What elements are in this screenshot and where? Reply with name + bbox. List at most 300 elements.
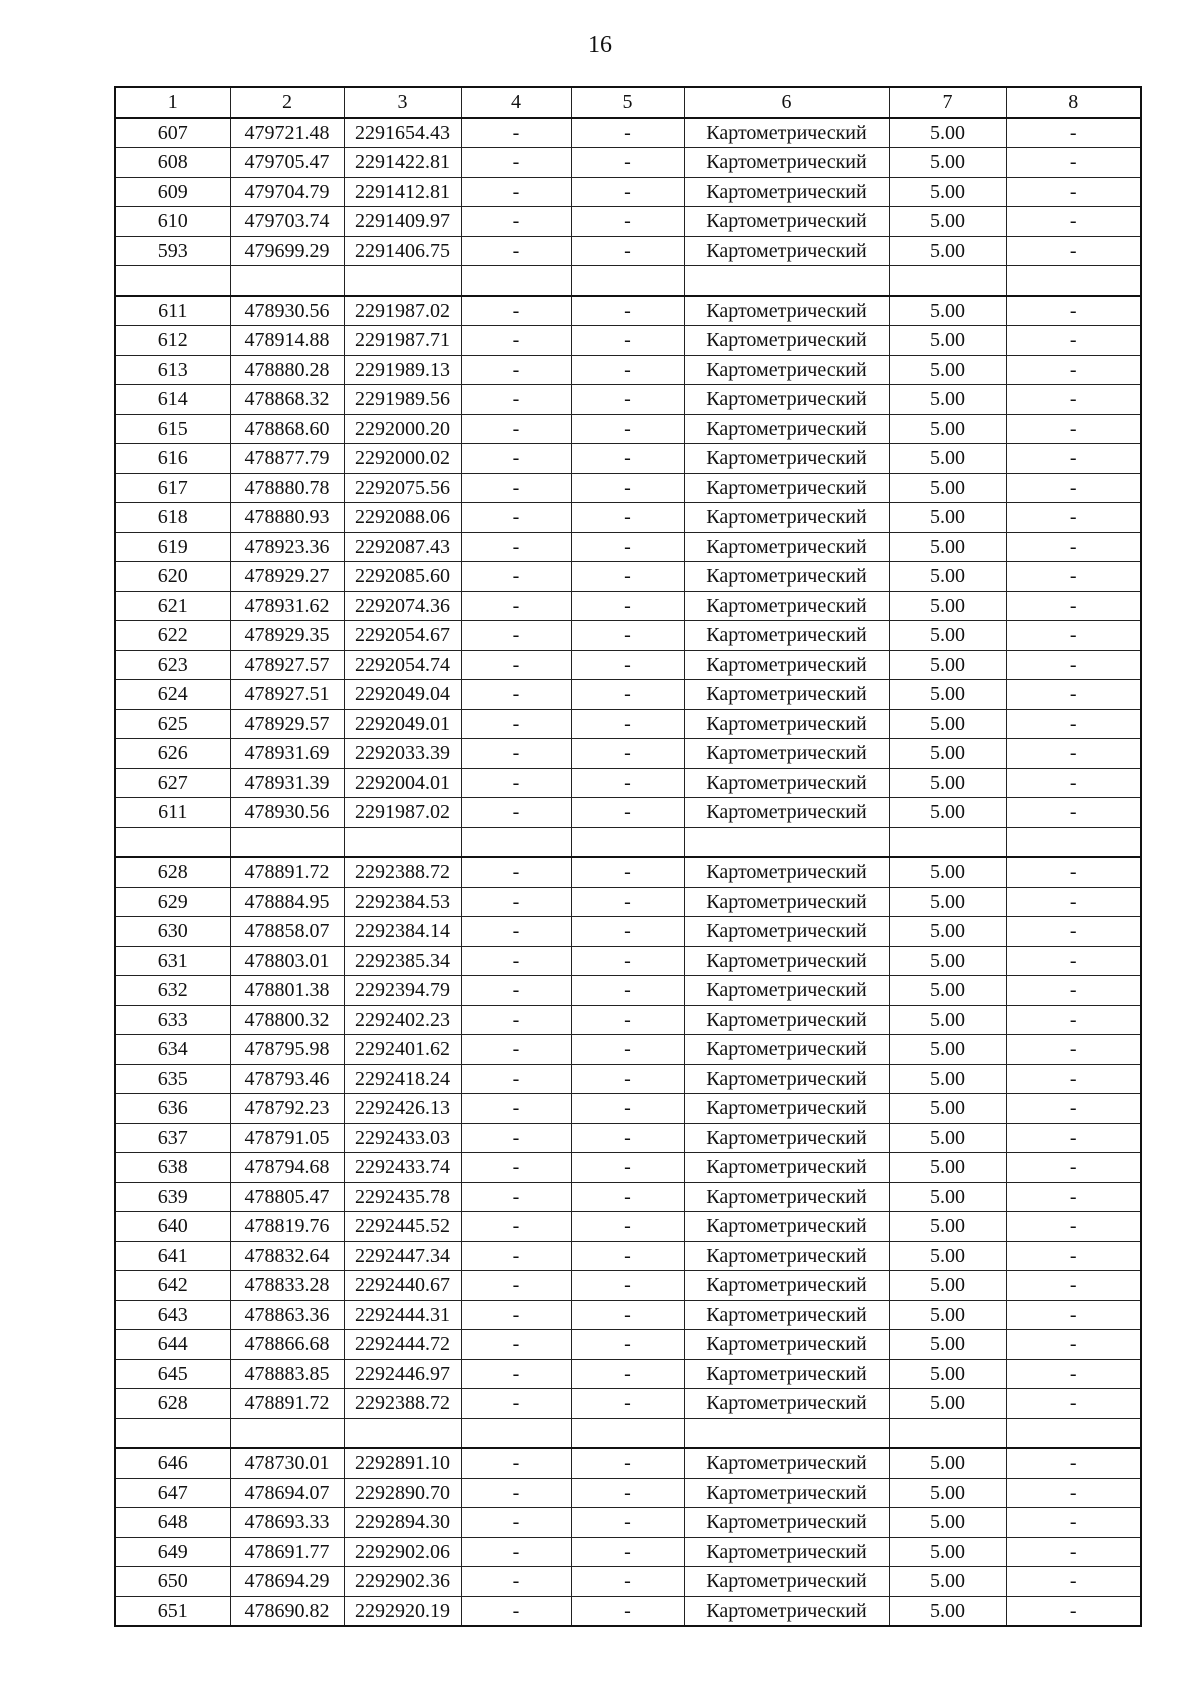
header-cell-2: 2 [230, 87, 344, 118]
col-8-cell: - [1006, 1330, 1141, 1360]
point-number-cell: 615 [115, 414, 230, 444]
method-cell: Картометрический [684, 1035, 889, 1065]
method-cell: Картометрический [684, 621, 889, 651]
method-cell: Картометрический [684, 768, 889, 798]
col-5-cell: - [571, 1153, 684, 1183]
col-4-cell [461, 1418, 571, 1448]
x-coordinate-cell: 478801.38 [230, 976, 344, 1006]
accuracy-cell: 5.00 [889, 355, 1006, 385]
table-row [115, 532, 1141, 562]
col-5-cell: - [571, 326, 684, 356]
col-5-cell: - [571, 1567, 684, 1597]
col-4-cell: - [461, 1035, 571, 1065]
table-row [115, 1035, 1141, 1065]
table-row [115, 207, 1141, 237]
col-5-cell: - [571, 236, 684, 266]
col-4-cell: - [461, 1448, 571, 1478]
col-8-cell: - [1006, 1212, 1141, 1242]
col-5-cell: - [571, 1448, 684, 1478]
method-cell: Картометрический [684, 1330, 889, 1360]
col-8-cell: - [1006, 1300, 1141, 1330]
col-5-cell: - [571, 739, 684, 769]
method-cell: Картометрический [684, 798, 889, 828]
point-number-cell: 642 [115, 1271, 230, 1301]
method-cell: Картометрический [684, 236, 889, 266]
y-coordinate-cell: 2292890.70 [344, 1478, 461, 1508]
y-coordinate-cell: 2292445.52 [344, 1212, 461, 1242]
method-cell: Картометрический [684, 1478, 889, 1508]
col-8-cell: - [1006, 1064, 1141, 1094]
x-coordinate-cell: 478792.23 [230, 1094, 344, 1124]
separator-row [115, 1418, 1141, 1448]
x-coordinate-cell [230, 266, 344, 296]
col-4-cell: - [461, 768, 571, 798]
col-5-cell: - [571, 1537, 684, 1567]
method-cell: Картометрический [684, 1596, 889, 1626]
method-cell: Картометрический [684, 1182, 889, 1212]
col-5-cell: - [571, 177, 684, 207]
table-row [115, 739, 1141, 769]
accuracy-cell: 5.00 [889, 1508, 1006, 1538]
table-row [115, 591, 1141, 621]
table-row [115, 976, 1141, 1006]
col-5-cell: - [571, 680, 684, 710]
col-5-cell: - [571, 118, 684, 148]
accuracy-cell: 5.00 [889, 207, 1006, 237]
point-number-cell: 626 [115, 739, 230, 769]
accuracy-cell: 5.00 [889, 1094, 1006, 1124]
col-8-cell: - [1006, 1508, 1141, 1538]
table-row [115, 1271, 1141, 1301]
point-number-cell: 641 [115, 1241, 230, 1271]
col-4-cell: - [461, 650, 571, 680]
col-4-cell: - [461, 562, 571, 592]
col-4-cell: - [461, 1567, 571, 1597]
coordinates-table [114, 86, 1142, 1627]
accuracy-cell: 5.00 [889, 1153, 1006, 1183]
x-coordinate-cell: 478880.93 [230, 503, 344, 533]
col-4-cell: - [461, 148, 571, 178]
y-coordinate-cell: 2292433.03 [344, 1123, 461, 1153]
method-cell: Картометрический [684, 1241, 889, 1271]
col-4-cell: - [461, 444, 571, 474]
col-5-cell: - [571, 1123, 684, 1153]
method-cell [684, 1418, 889, 1448]
table-row [115, 1064, 1141, 1094]
y-coordinate-cell: 2292000.02 [344, 444, 461, 474]
accuracy-cell: 5.00 [889, 1035, 1006, 1065]
method-cell: Картометрический [684, 650, 889, 680]
x-coordinate-cell: 478795.98 [230, 1035, 344, 1065]
y-coordinate-cell: 2292388.72 [344, 857, 461, 887]
x-coordinate-cell: 478930.56 [230, 296, 344, 326]
x-coordinate-cell: 478929.27 [230, 562, 344, 592]
col-5-cell: - [571, 591, 684, 621]
y-coordinate-cell: 2291987.71 [344, 326, 461, 356]
point-number-cell: 637 [115, 1123, 230, 1153]
col-8-cell: - [1006, 148, 1141, 178]
table-header-row [115, 87, 1141, 118]
point-number-cell: 640 [115, 1212, 230, 1242]
col-4-cell: - [461, 857, 571, 887]
y-coordinate-cell: 2292902.06 [344, 1537, 461, 1567]
x-coordinate-cell: 478833.28 [230, 1271, 344, 1301]
col-5-cell [571, 266, 684, 296]
col-8-cell: - [1006, 1123, 1141, 1153]
header-cell-8: 8 [1006, 87, 1141, 118]
y-coordinate-cell: 2292033.39 [344, 739, 461, 769]
col-8-cell: - [1006, 296, 1141, 326]
col-5-cell: - [571, 1389, 684, 1419]
accuracy-cell: 5.00 [889, 1448, 1006, 1478]
col-4-cell: - [461, 1300, 571, 1330]
y-coordinate-cell: 2292087.43 [344, 532, 461, 562]
table-row [115, 1596, 1141, 1626]
point-number-cell: 625 [115, 709, 230, 739]
point-number-cell: 643 [115, 1300, 230, 1330]
method-cell: Картометрический [684, 1094, 889, 1124]
header-cell-6: 6 [684, 87, 889, 118]
col-5-cell: - [571, 296, 684, 326]
col-8-cell: - [1006, 1153, 1141, 1183]
accuracy-cell: 5.00 [889, 1537, 1006, 1567]
col-8-cell: - [1006, 887, 1141, 917]
accuracy-cell: 5.00 [889, 1123, 1006, 1153]
method-cell: Картометрический [684, 709, 889, 739]
table-row [115, 355, 1141, 385]
x-coordinate-cell: 478858.07 [230, 917, 344, 947]
col-5-cell: - [571, 976, 684, 1006]
col-4-cell: - [461, 1330, 571, 1360]
point-number-cell: 648 [115, 1508, 230, 1538]
col-5-cell: - [571, 946, 684, 976]
x-coordinate-cell: 478877.79 [230, 444, 344, 474]
col-8-cell: - [1006, 680, 1141, 710]
col-5-cell: - [571, 1508, 684, 1538]
accuracy-cell: 5.00 [889, 1478, 1006, 1508]
y-coordinate-cell: 2292384.14 [344, 917, 461, 947]
x-coordinate-cell: 478930.56 [230, 798, 344, 828]
table-row [115, 1005, 1141, 1035]
col-8-cell [1006, 1418, 1141, 1448]
col-4-cell: - [461, 503, 571, 533]
col-5-cell: - [571, 385, 684, 415]
col-8-cell: - [1006, 385, 1141, 415]
point-number-cell [115, 266, 230, 296]
method-cell: Картометрический [684, 857, 889, 887]
col-8-cell: - [1006, 1478, 1141, 1508]
col-8-cell: - [1006, 1271, 1141, 1301]
x-coordinate-cell: 478730.01 [230, 1448, 344, 1478]
accuracy-cell: 5.00 [889, 1271, 1006, 1301]
table-row [115, 709, 1141, 739]
col-8-cell: - [1006, 532, 1141, 562]
accuracy-cell: 5.00 [889, 1212, 1006, 1242]
x-coordinate-cell: 479703.74 [230, 207, 344, 237]
table-row [115, 768, 1141, 798]
col-8-cell: - [1006, 798, 1141, 828]
col-5-cell: - [571, 355, 684, 385]
table-row [115, 1330, 1141, 1360]
y-coordinate-cell: 2291989.56 [344, 385, 461, 415]
point-number-cell: 622 [115, 621, 230, 651]
separator-row [115, 266, 1141, 296]
col-5-cell: - [571, 444, 684, 474]
col-8-cell: - [1006, 207, 1141, 237]
col-4-cell: - [461, 177, 571, 207]
x-coordinate-cell: 478819.76 [230, 1212, 344, 1242]
col-4-cell: - [461, 621, 571, 651]
x-coordinate-cell: 478891.72 [230, 857, 344, 887]
y-coordinate-cell: 2291406.75 [344, 236, 461, 266]
y-coordinate-cell: 2292049.01 [344, 709, 461, 739]
method-cell: Картометрический [684, 207, 889, 237]
x-coordinate-cell: 479699.29 [230, 236, 344, 266]
col-4-cell: - [461, 414, 571, 444]
col-8-cell: - [1006, 1094, 1141, 1124]
x-coordinate-cell: 478805.47 [230, 1182, 344, 1212]
point-number-cell: 646 [115, 1448, 230, 1478]
method-cell: Картометрический [684, 1153, 889, 1183]
point-number-cell: 607 [115, 118, 230, 148]
col-5-cell: - [571, 1035, 684, 1065]
header-cell-1: 1 [115, 87, 230, 118]
table-row [115, 414, 1141, 444]
col-5-cell: - [571, 1064, 684, 1094]
y-coordinate-cell: 2292402.23 [344, 1005, 461, 1035]
col-8-cell: - [1006, 1035, 1141, 1065]
col-8-cell: - [1006, 1359, 1141, 1389]
col-8-cell: - [1006, 444, 1141, 474]
point-number-cell: 623 [115, 650, 230, 680]
y-coordinate-cell: 2292401.62 [344, 1035, 461, 1065]
x-coordinate-cell: 478863.36 [230, 1300, 344, 1330]
method-cell: Картометрический [684, 414, 889, 444]
table-row [115, 1508, 1141, 1538]
col-4-cell: - [461, 976, 571, 1006]
method-cell: Картометрический [684, 503, 889, 533]
accuracy-cell: 5.00 [889, 1005, 1006, 1035]
accuracy-cell: 5.00 [889, 1359, 1006, 1389]
col-8-cell: - [1006, 1389, 1141, 1419]
point-number-cell: 617 [115, 473, 230, 503]
col-4-cell: - [461, 1153, 571, 1183]
table-row [115, 177, 1141, 207]
point-number-cell: 620 [115, 562, 230, 592]
col-4-cell: - [461, 1389, 571, 1419]
col-4-cell: - [461, 1271, 571, 1301]
table-body [115, 87, 1141, 1626]
table-row [115, 326, 1141, 356]
table-row [115, 798, 1141, 828]
y-coordinate-cell: 2292435.78 [344, 1182, 461, 1212]
accuracy-cell: 5.00 [889, 473, 1006, 503]
table-row [115, 621, 1141, 651]
col-4-cell: - [461, 1241, 571, 1271]
table-row [115, 296, 1141, 326]
point-number-cell: 610 [115, 207, 230, 237]
col-4-cell: - [461, 946, 571, 976]
header-cell-7: 7 [889, 87, 1006, 118]
y-coordinate-cell: 2292054.74 [344, 650, 461, 680]
accuracy-cell: 5.00 [889, 887, 1006, 917]
col-5-cell: - [571, 473, 684, 503]
accuracy-cell: 5.00 [889, 562, 1006, 592]
table-row [115, 1094, 1141, 1124]
col-4-cell: - [461, 887, 571, 917]
table-row [115, 1241, 1141, 1271]
method-cell: Картометрический [684, 118, 889, 148]
x-coordinate-cell: 478691.77 [230, 1537, 344, 1567]
y-coordinate-cell: 2292384.53 [344, 887, 461, 917]
x-coordinate-cell: 478929.57 [230, 709, 344, 739]
table-row [115, 1478, 1141, 1508]
col-4-cell [461, 827, 571, 857]
y-coordinate-cell: 2292075.56 [344, 473, 461, 503]
accuracy-cell: 5.00 [889, 1567, 1006, 1597]
table-row [115, 650, 1141, 680]
y-coordinate-cell [344, 827, 461, 857]
col-5-cell: - [571, 532, 684, 562]
accuracy-cell: 5.00 [889, 177, 1006, 207]
col-8-cell: - [1006, 177, 1141, 207]
y-coordinate-cell: 2292394.79 [344, 976, 461, 1006]
y-coordinate-cell: 2292049.04 [344, 680, 461, 710]
col-8-cell: - [1006, 236, 1141, 266]
method-cell: Картометрический [684, 1389, 889, 1419]
method-cell: Картометрический [684, 1567, 889, 1597]
x-coordinate-cell: 478880.28 [230, 355, 344, 385]
col-5-cell: - [571, 1596, 684, 1626]
y-coordinate-cell: 2292444.72 [344, 1330, 461, 1360]
method-cell: Картометрический [684, 591, 889, 621]
col-8-cell: - [1006, 1005, 1141, 1035]
accuracy-cell: 5.00 [889, 798, 1006, 828]
accuracy-cell: 5.00 [889, 1389, 1006, 1419]
x-coordinate-cell: 478868.60 [230, 414, 344, 444]
col-5-cell [571, 827, 684, 857]
method-cell: Картометрический [684, 1064, 889, 1094]
x-coordinate-cell: 479705.47 [230, 148, 344, 178]
method-cell: Картометрический [684, 946, 889, 976]
col-5-cell: - [571, 148, 684, 178]
col-4-cell: - [461, 355, 571, 385]
x-coordinate-cell: 479704.79 [230, 177, 344, 207]
col-5-cell [571, 1418, 684, 1448]
table-row [115, 1537, 1141, 1567]
header-cell-4: 4 [461, 87, 571, 118]
point-number-cell: 639 [115, 1182, 230, 1212]
y-coordinate-cell: 2292004.01 [344, 768, 461, 798]
y-coordinate-cell: 2291989.13 [344, 355, 461, 385]
x-coordinate-cell: 478694.29 [230, 1567, 344, 1597]
col-5-cell: - [571, 1212, 684, 1242]
point-number-cell: 621 [115, 591, 230, 621]
col-4-cell: - [461, 1596, 571, 1626]
table-row [115, 680, 1141, 710]
col-8-cell: - [1006, 1537, 1141, 1567]
accuracy-cell [889, 1418, 1006, 1448]
point-number-cell: 628 [115, 857, 230, 887]
accuracy-cell: 5.00 [889, 768, 1006, 798]
table-row [115, 1389, 1141, 1419]
method-cell [684, 827, 889, 857]
col-5-cell: - [571, 1271, 684, 1301]
col-5-cell: - [571, 207, 684, 237]
method-cell: Картометрический [684, 976, 889, 1006]
point-number-cell: 629 [115, 887, 230, 917]
col-8-cell: - [1006, 1241, 1141, 1271]
accuracy-cell: 5.00 [889, 739, 1006, 769]
col-8-cell: - [1006, 739, 1141, 769]
col-4-cell: - [461, 118, 571, 148]
col-4-cell: - [461, 473, 571, 503]
point-number-cell: 632 [115, 976, 230, 1006]
col-5-cell: - [571, 1005, 684, 1035]
method-cell: Картометрический [684, 1448, 889, 1478]
col-5-cell: - [571, 887, 684, 917]
method-cell: Картометрический [684, 385, 889, 415]
method-cell: Картометрический [684, 1537, 889, 1567]
table-row [115, 1153, 1141, 1183]
y-coordinate-cell: 2291409.97 [344, 207, 461, 237]
table-row [115, 1359, 1141, 1389]
x-coordinate-cell: 478931.62 [230, 591, 344, 621]
x-coordinate-cell: 478914.88 [230, 326, 344, 356]
col-4-cell: - [461, 236, 571, 266]
accuracy-cell: 5.00 [889, 414, 1006, 444]
point-number-cell: 609 [115, 177, 230, 207]
col-4-cell: - [461, 798, 571, 828]
point-number-cell: 638 [115, 1153, 230, 1183]
table-row [115, 857, 1141, 887]
method-cell: Картометрический [684, 177, 889, 207]
col-8-cell: - [1006, 326, 1141, 356]
col-5-cell: - [571, 1359, 684, 1389]
col-5-cell: - [571, 414, 684, 444]
table-row [115, 1448, 1141, 1478]
point-number-cell: 627 [115, 768, 230, 798]
page-number: 16 [588, 32, 612, 58]
col-4-cell: - [461, 1123, 571, 1153]
point-number-cell: 593 [115, 236, 230, 266]
y-coordinate-cell: 2292000.20 [344, 414, 461, 444]
point-number-cell: 650 [115, 1567, 230, 1597]
x-coordinate-cell: 478883.85 [230, 1359, 344, 1389]
col-5-cell: - [571, 1478, 684, 1508]
y-coordinate-cell: 2291987.02 [344, 798, 461, 828]
accuracy-cell: 5.00 [889, 680, 1006, 710]
x-coordinate-cell: 478891.72 [230, 1389, 344, 1419]
col-4-cell: - [461, 1359, 571, 1389]
col-8-cell: - [1006, 414, 1141, 444]
x-coordinate-cell: 478868.32 [230, 385, 344, 415]
x-coordinate-cell: 478929.35 [230, 621, 344, 651]
y-coordinate-cell: 2291654.43 [344, 118, 461, 148]
x-coordinate-cell: 478880.78 [230, 473, 344, 503]
header-cell-5: 5 [571, 87, 684, 118]
table-row [115, 1212, 1141, 1242]
method-cell: Картометрический [684, 355, 889, 385]
point-number-cell [115, 1418, 230, 1448]
table-row [115, 236, 1141, 266]
accuracy-cell: 5.00 [889, 621, 1006, 651]
col-8-cell: - [1006, 503, 1141, 533]
point-number-cell: 647 [115, 1478, 230, 1508]
col-4-cell: - [461, 1508, 571, 1538]
col-8-cell: - [1006, 768, 1141, 798]
point-number-cell: 616 [115, 444, 230, 474]
